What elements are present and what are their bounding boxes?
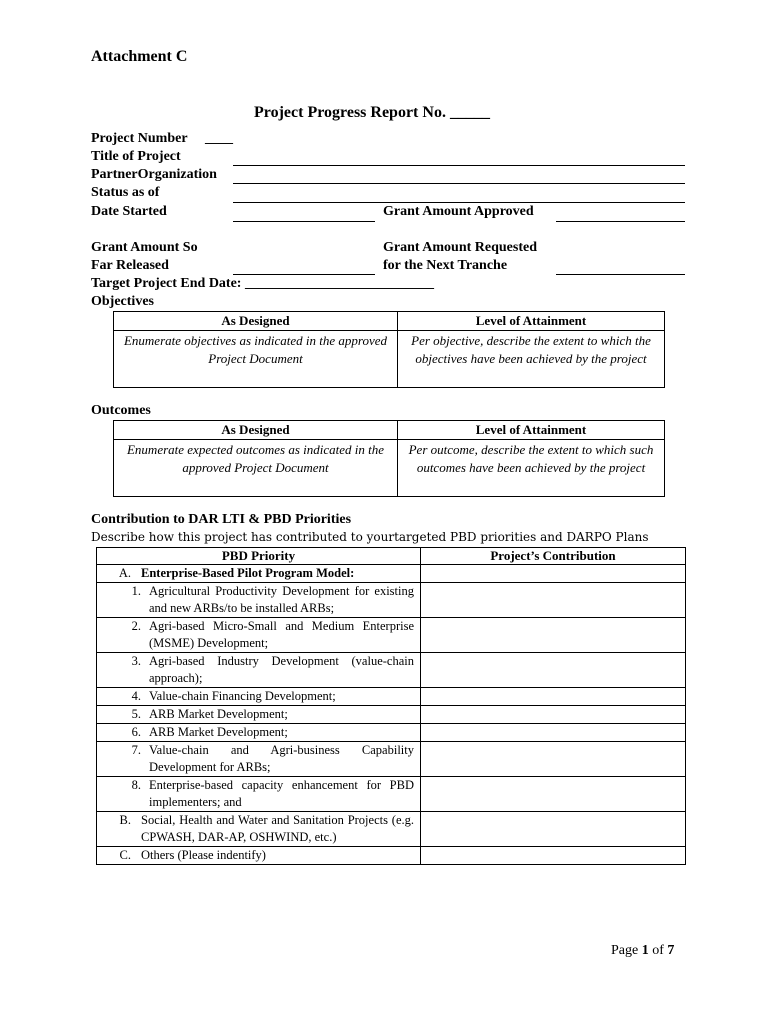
contribution-cell[interactable]: [421, 618, 686, 653]
outcomes-cell-designed[interactable]: Enumerate expected outcomes as indicated in the approved Project Document: [114, 440, 398, 497]
grant-approved-label: Grant Amount Approved: [383, 204, 534, 219]
outcomes-heading: Outcomes: [91, 403, 151, 418]
grant-so-far-label-2: Far Released: [91, 258, 169, 273]
outcomes-cell-attainment[interactable]: Per outcome, describe the extent to which such outcomes have been achieved by the project: [398, 440, 665, 497]
priority-a-text: Enterprise-Based Pilot Program Model:: [141, 566, 355, 580]
grant-so-far-line[interactable]: [233, 274, 375, 275]
outcomes-col-as-designed: As Designed: [114, 421, 398, 440]
item-number: 5.: [131, 707, 141, 721]
item-text: Value-chain and Agri-business Capability Development for ARBs;: [149, 743, 414, 774]
priority-c-label: C.: [119, 848, 131, 862]
item-number: 7.: [131, 743, 141, 757]
grant-requested-line[interactable]: [556, 274, 685, 275]
page-total: 7: [667, 943, 675, 958]
date-started-line[interactable]: [233, 221, 375, 222]
status-as-of-line[interactable]: [233, 202, 685, 203]
item-text: ARB Market Development;: [149, 707, 288, 721]
table-row: [97, 742, 686, 777]
contribution-cell[interactable]: [421, 706, 686, 724]
grant-requested-label-2: for the Next Tranche: [383, 258, 508, 273]
priority-a-cell: [97, 565, 421, 583]
page-prefix: Page: [611, 943, 642, 958]
date-started-label: Date Started: [91, 204, 167, 219]
item-text: Agri-based Micro-Small and Medium Enterprise (MSME) Development;: [149, 619, 414, 650]
contribution-cell[interactable]: [421, 653, 686, 688]
project-number-blank[interactable]: ____: [205, 131, 233, 146]
table-row: [97, 724, 686, 742]
objectives-col-as-designed: As Designed: [114, 312, 398, 331]
priorities-table: [96, 547, 686, 865]
report-title: Project Progress Report No. _____: [254, 104, 490, 121]
item-number: 8.: [131, 778, 141, 792]
title-of-project-label: Title of Project: [91, 149, 181, 164]
item-text: Value-chain Financing Development;: [149, 689, 336, 703]
item-number: 1.: [131, 584, 141, 598]
contribution-cell[interactable]: [421, 724, 686, 742]
contribution-description: Describe how this project has contributed to yourtargeted PBD priorities and DARPO Plans: [91, 530, 649, 544]
table-row: [97, 812, 686, 847]
contribution-cell[interactable]: [421, 742, 686, 777]
objectives-cell-designed[interactable]: Enumerate objectives as indicated in the approved Project Document: [114, 331, 398, 388]
contribution-cell[interactable]: [421, 777, 686, 812]
priority-c-text: Others (Please indentify): [141, 848, 266, 862]
partner-org-line[interactable]: [233, 183, 685, 184]
table-row: [97, 618, 686, 653]
contribution-cell[interactable]: [421, 847, 686, 865]
contribution-cell[interactable]: [421, 688, 686, 706]
item-text: Agri-based Industry Development (value-chain approach);: [149, 654, 414, 685]
table-row: [97, 583, 686, 618]
item-number: 6.: [131, 725, 141, 739]
attachment-label: Attachment C: [91, 48, 188, 65]
objectives-col-attainment: Level of Attainment: [398, 312, 665, 331]
priority-a-label: A.: [118, 566, 131, 580]
item-text: Enterprise-based capacity enhancement for PBD implementers; and: [149, 778, 414, 809]
table-row: [97, 565, 686, 583]
grant-so-far-label-1: Grant Amount So: [91, 240, 198, 255]
item-text: ARB Market Development;: [149, 725, 288, 739]
priority-col-header: PBD Priority: [97, 548, 421, 565]
objectives-heading: Objectives: [91, 294, 154, 309]
page-number: 1: [641, 943, 649, 958]
page-of: of: [648, 943, 668, 958]
table-row: [97, 688, 686, 706]
item-text: Agricultural Productivity Development for existing and new ARBs/to be installed ARBs;: [149, 584, 414, 615]
outcomes-col-attainment: Level of Attainment: [398, 421, 665, 440]
grant-requested-label-1: Grant Amount Requested: [383, 240, 538, 255]
page-footer: [611, 943, 674, 959]
project-number-label: Project Number: [91, 131, 188, 146]
table-row: [97, 777, 686, 812]
objectives-cell-attainment[interactable]: Per objective, describe the extent to which the objectives have been achieved by the project: [398, 331, 665, 388]
table-row: [97, 847, 686, 865]
item-number: 4.: [131, 689, 141, 703]
target-end-date-label: Target Project End Date: ___________________________: [91, 276, 434, 291]
item-number: 2.: [131, 619, 141, 633]
contribution-cell[interactable]: [421, 565, 686, 583]
priority-b-text: Social, Health and Water and Sanitation Projects (e.g. CPWASH, DAR-AP, OSHWIND, etc.): [141, 813, 414, 844]
contribution-heading: Contribution to DAR LTI & PBD Priorities: [91, 512, 352, 527]
priority-b-label: B.: [119, 813, 131, 827]
table-row: [97, 706, 686, 724]
item-number: 3.: [131, 654, 141, 668]
outcomes-table: [113, 420, 665, 497]
grant-approved-line[interactable]: [556, 221, 685, 222]
contribution-col-header: Project’s Contribution: [421, 548, 686, 565]
contribution-cell[interactable]: [421, 583, 686, 618]
title-of-project-line[interactable]: [233, 165, 685, 166]
objectives-table: [113, 311, 665, 388]
table-row: [97, 653, 686, 688]
status-as-of-label: Status as of: [91, 185, 160, 200]
partner-org-label: PartnerOrganization: [91, 167, 217, 182]
contribution-cell[interactable]: [421, 812, 686, 847]
